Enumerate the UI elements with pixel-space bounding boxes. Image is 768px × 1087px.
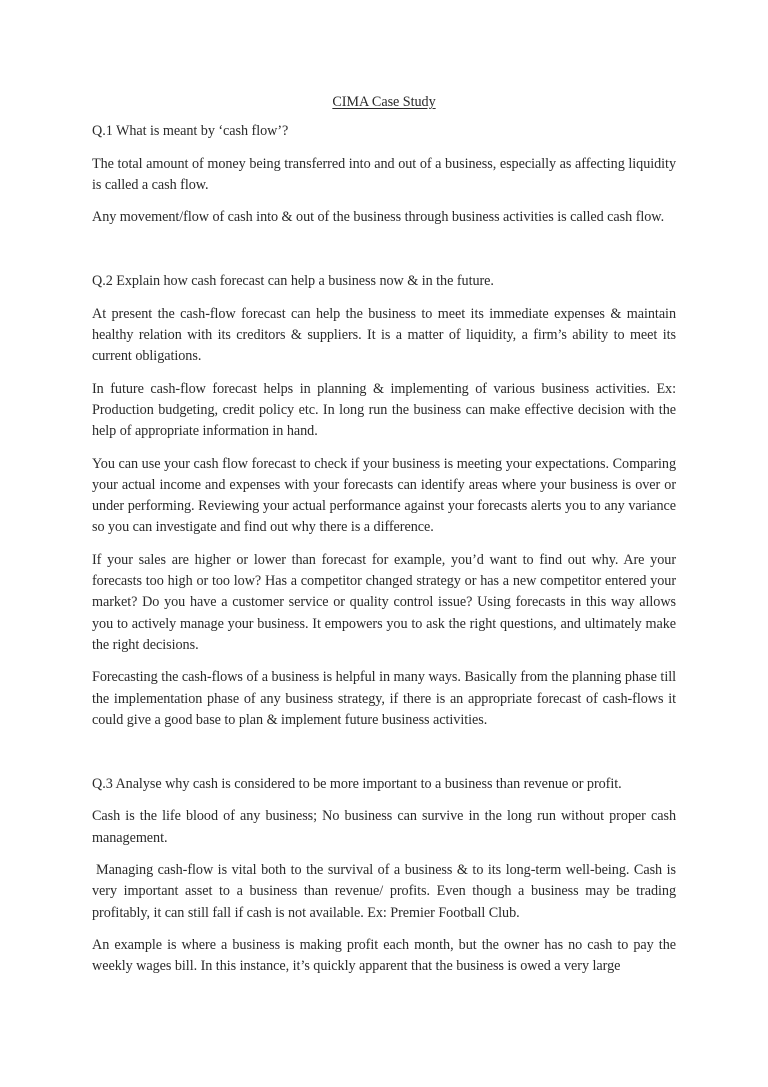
question-3: Q.3 Analyse why cash is considered to be more important to a business than revenue or profit. (92, 776, 622, 793)
q2-paragraph-4: If your sales are higher or lower than forecast for example, you’d want to find out why. Are your forecasts too high or too low? Has a competitor changed strategy or has a new competitor entered your market? Do you have a customer service or quality control issue? Using forecasts in this way allows you to actively manage your business. It empowers you to ask the right questions, and ultimately make the right decisions. (92, 551, 676, 653)
section-spacer (92, 239, 676, 271)
q2-paragraph-5: Forecasting the cash-flows of a business is helpful in many ways. Basically from the planning phase till the implementation phase of any business strategy, if there is an appropriate forecast of cash-flows it could give a good base to plan & implement future business activities. (92, 669, 676, 728)
q1-paragraph-2: Any movement/flow of cash into & out of the business through business activities is called cash flow. (92, 209, 665, 226)
q2-paragraph-2: In future cash-flow forecast helps in planning & implementing of various business activities. Ex: Production budgeting, credit policy etc. In long run the business can make effective decision with the help of appropriate information in hand. (92, 380, 676, 440)
document-title: CIMA Case Study (332, 94, 436, 110)
q3-paragraph-3: An example is where a business is making profit each month, but the owner has no cash to pay the weekly wages bill. In this instance, it’s quickly apparent that the business is owed a very large (92, 936, 676, 975)
question-2: Q.2 Explain how cash forecast can help a business now & in the future. (92, 273, 494, 290)
document-body (92, 92, 676, 989)
q3-paragraph-2: Managing cash-flow is vital both to the survival of a business & to its long-term well-being. Cash is very important asset to a business than revenue/ profits. Even though a business may be trading profitably, it can still fall if cash is not available. Ex: Premier Football Club. (92, 862, 676, 921)
q1-paragraph-1: The total amount of money being transferred into and out of a business, especially as affecting liquidity is called a cash flow. (92, 155, 676, 193)
question-1: Q.1 What is meant by ‘cash flow’? (92, 123, 289, 140)
section-spacer (92, 742, 676, 774)
q2-paragraph-3: You can use your cash flow forecast to check if your business is meeting your expectations. Comparing your actual income and expenses with your forecasts can identify areas where your business is over or under performing. Reviewing your actual performance against your forecasts alerts you to any variance so you can investigate and find out why there is a difference. (92, 455, 676, 536)
q3-paragraph-1: Cash is the life blood of any business; No business can survive in the long run without proper cash management. (92, 808, 676, 846)
q2-paragraph-1: At present the cash-flow forecast can help the business to meet its immediate expenses & maintain healthy relation with its creditors & suppliers. It is a matter of liquidity, a firm’s ability to meet its current obligations. (92, 305, 676, 365)
